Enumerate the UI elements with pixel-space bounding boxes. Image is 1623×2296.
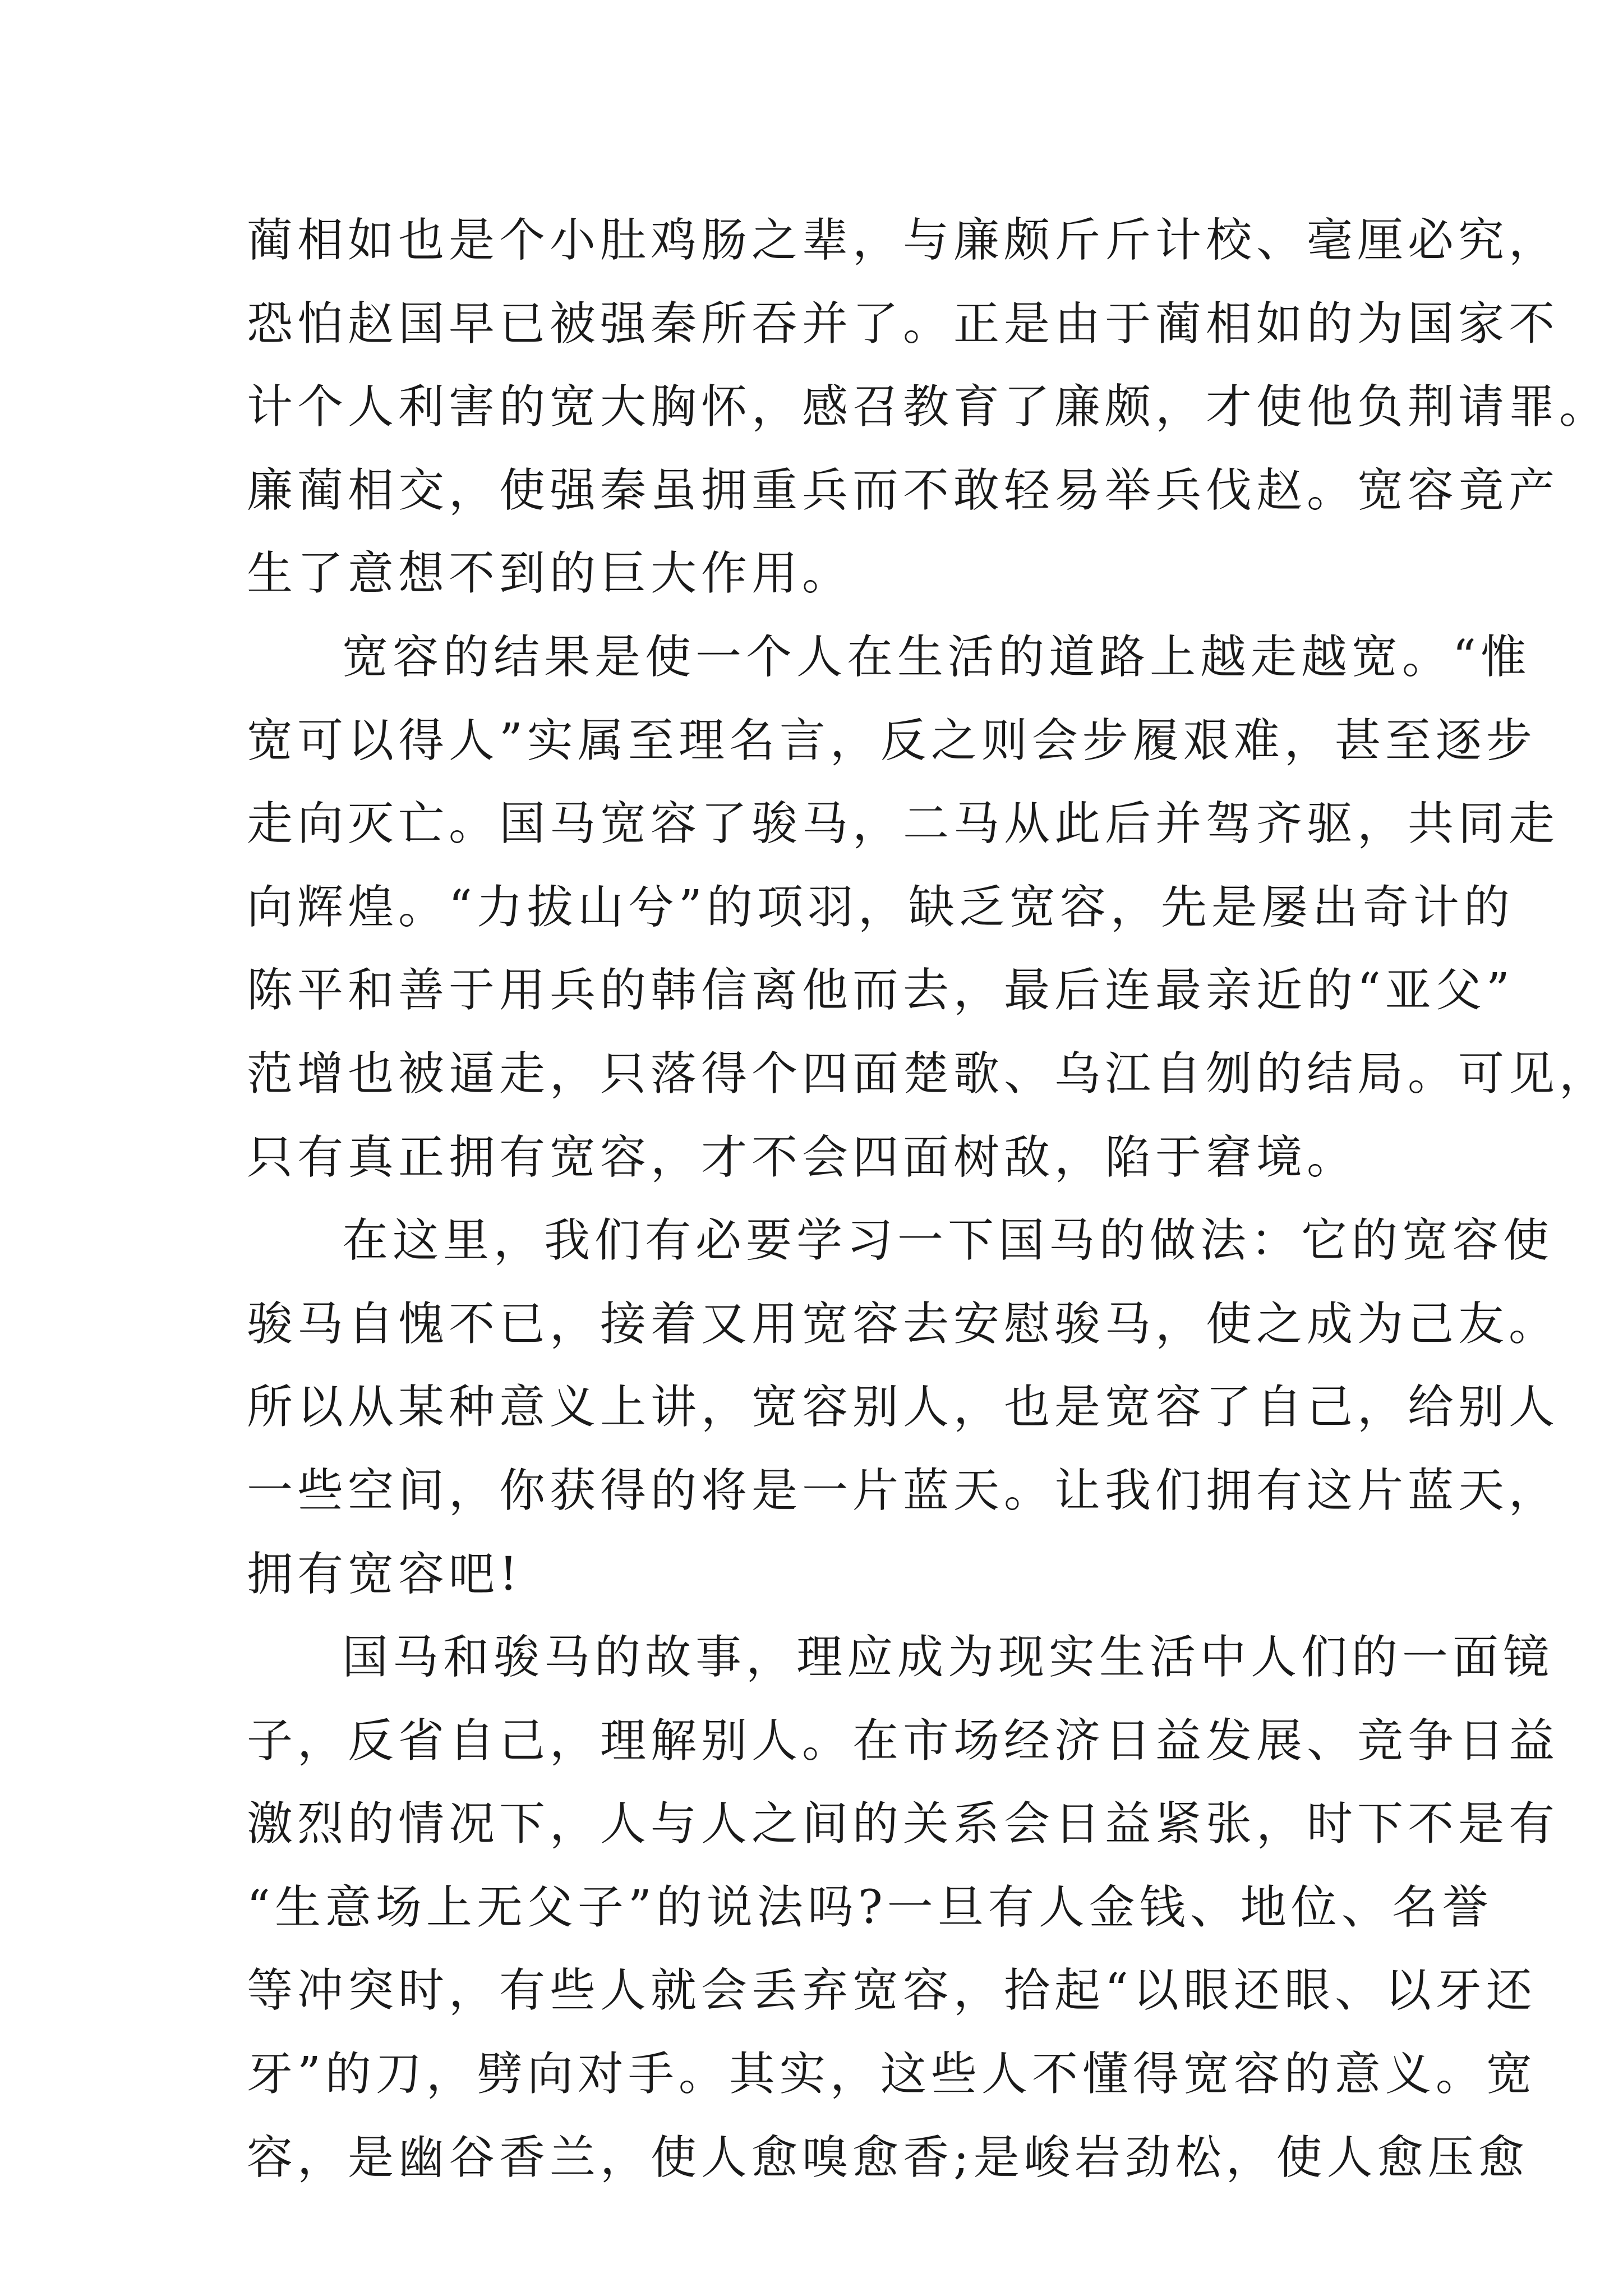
text-line: 一些空间，你获得的将是一片蓝天。让我们拥有这片蓝天， <box>247 1464 1560 1517</box>
text-line: 拥有宽容吧! <box>247 1547 522 1601</box>
text-line: 激烈的情况下，人与人之间的关系会日益紧张，时下不是有 <box>247 1797 1560 1851</box>
text-line: 牙”的刀，劈向对手。其实，这些人不懂得宽容的意义。宽 <box>247 2047 1537 2101</box>
text-line: 宽可以得人”实属至理名言，反之则会步履艰难，甚至逐步 <box>247 714 1537 767</box>
text-line: 走向灭亡。国马宽容了骏马，二马从此后并驾齐驱，共同走 <box>247 797 1560 851</box>
document-body-text <box>247 199 1610 2200</box>
text-line: 陈平和善于用兵的韩信离他而去，最后连最亲近的“亚父” <box>247 964 1514 1018</box>
text-line: 恐怕赵国早已被强秦所吞并了。正是由于蔺相如的为国家不 <box>247 297 1560 351</box>
text-line: 向辉煌。“力拔山兮”的项羽，缺乏宽容，先是屡出奇计的 <box>247 880 1514 934</box>
text-line: 廉蔺相交，使强秦虽拥重兵而不敢轻易举兵伐赵。宽容竟产 <box>247 463 1560 517</box>
text-line: 等冲突时，有些人就会丢弃宽容，拾起“以眼还眼、以牙还 <box>247 1964 1537 2018</box>
text-line: 国马和骏马的故事，理应成为现实生活中人们的一面镜 <box>342 1631 1554 1685</box>
text-line: 蔺相如也是个小肚鸡肠之辈，与廉颇斤斤计校、毫厘必究， <box>247 214 1560 267</box>
text-line: 范增也被逼走，只落得个四面楚歌、乌江自刎的结局。可见， <box>247 1047 1610 1101</box>
text-line: 计个人利害的宽大胸怀，感召教育了廉颇，才使他负荆请罪。 <box>247 380 1610 434</box>
text-line: 在这里，我们有必要学习一下国马的做法：它的宽容使 <box>342 1214 1554 1268</box>
text-line: 子，反省自己，理解别人。在市场经济日益发展、竞争日益 <box>247 1714 1560 1768</box>
text-line: 宽容的结果是使一个人在生活的道路上越走越宽。“惟 <box>342 630 1531 684</box>
text-line: 生了意想不到的巨大作用。 <box>247 547 853 601</box>
text-line: 只有真正拥有宽容，才不会四面树敌，陷于窘境。 <box>247 1130 1358 1184</box>
text-line: 容，是幽谷香兰，使人愈嗅愈香;是峻岩劲松，使人愈压愈 <box>247 2131 1529 2184</box>
text-line: 骏马自愧不已，接着又用宽容去安慰骏马，使之成为己友。 <box>247 1297 1560 1351</box>
text-line: “生意场上无父子”的说法吗?一旦有人金钱、地位、名誉 <box>247 1880 1493 1934</box>
text-line: 所以从某种意义上讲，宽容别人，也是宽容了自己，给别人 <box>247 1381 1560 1434</box>
